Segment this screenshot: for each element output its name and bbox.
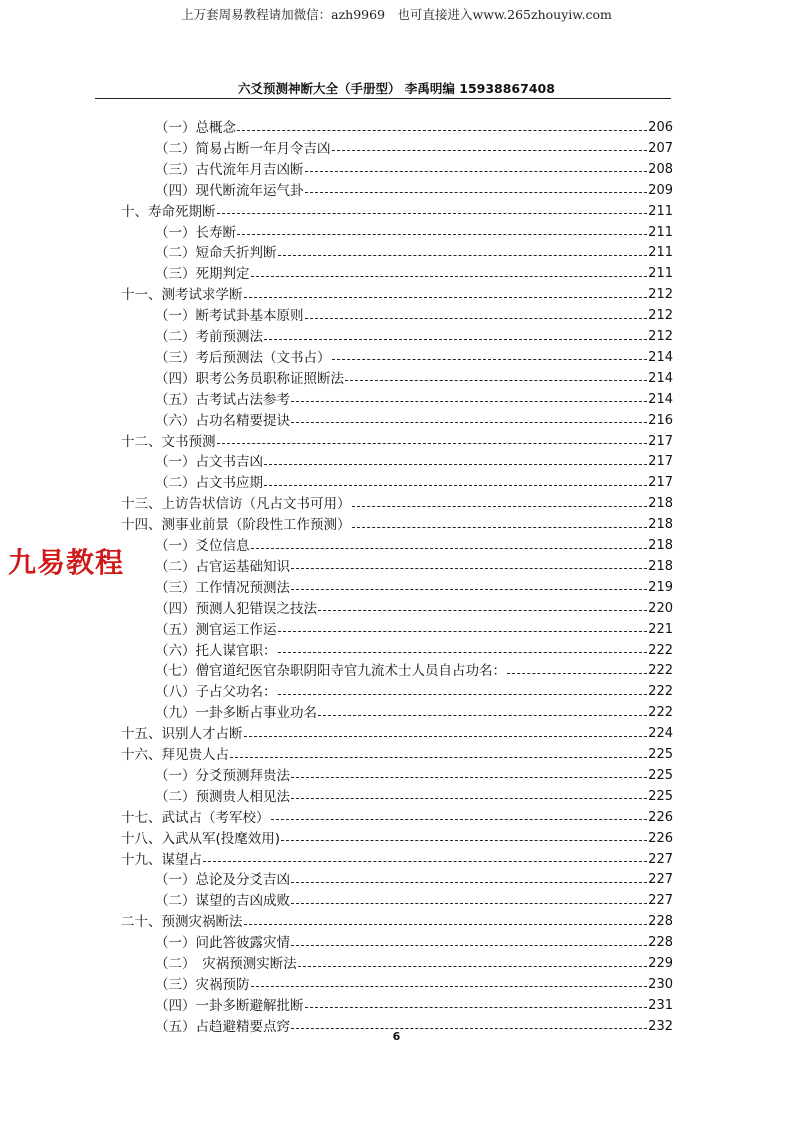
toc-entry-page-number: 232 xyxy=(648,1018,673,1034)
toc-dot-leader xyxy=(237,234,647,235)
toc-entry-title: （四）现代断流年运气卦 xyxy=(155,182,304,199)
toc-section-entry xyxy=(155,682,673,702)
toc-entry-title: （二）占文书应期 xyxy=(155,475,263,492)
toc-entry-page-number: 227 xyxy=(648,872,673,888)
toc-dot-leader xyxy=(345,380,647,381)
toc-entry-page-number: 218 xyxy=(648,496,673,512)
toc-chapter-entry xyxy=(121,829,673,849)
toc-section-entry xyxy=(155,787,673,807)
toc-entry-page-number: 216 xyxy=(648,412,673,428)
toc-entry-title: 十三、上访告状信访（凡占文书可用） xyxy=(121,496,351,513)
running-header: 六爻预测神断大全（手册型） 李禹明编 15938867408 xyxy=(238,81,555,96)
toc-section-entry xyxy=(155,703,673,723)
toc-entry-title: （二）短命夭折判断 xyxy=(155,245,277,262)
toc-section-entry xyxy=(155,411,673,431)
toc-entry-page-number: 218 xyxy=(648,517,673,533)
toc-chapter-entry xyxy=(121,515,673,535)
toc-entry-title: （一）占文书吉凶 xyxy=(155,454,263,471)
toc-entry-page-number: 217 xyxy=(648,475,673,491)
toc-entry-title: （三）工作情况预测法 xyxy=(155,579,290,596)
toc-dot-leader xyxy=(264,485,647,486)
toc-entry-title: （四）一卦多断避解批断 xyxy=(155,997,304,1014)
toc-chapter-entry xyxy=(121,432,673,452)
toc-section-entry xyxy=(155,599,673,619)
toc-entry-title: 二十、预测灾祸断法 xyxy=(121,914,243,931)
toc-entry-title: （二） 灾祸预测实断法 xyxy=(155,956,297,972)
toc-dot-leader xyxy=(318,715,647,716)
toc-section-entry xyxy=(155,933,673,953)
toc-entry-page-number: 227 xyxy=(648,893,673,909)
toc-dot-leader xyxy=(332,359,648,360)
toc-section-entry xyxy=(155,390,673,410)
toc-section-entry xyxy=(155,327,673,347)
toc-dot-leader xyxy=(264,464,647,465)
watermark-text: 九易教程 xyxy=(8,546,125,579)
toc-dot-leader xyxy=(291,903,647,904)
toc-dot-leader xyxy=(281,840,647,841)
toc-dot-leader xyxy=(217,443,648,444)
toc-entry-page-number: 222 xyxy=(648,642,673,658)
toc-dot-leader xyxy=(305,318,648,319)
toc-entry-title: 十五、识别人才占断 xyxy=(121,726,243,743)
toc-entry-title: （五）古考试占法参考 xyxy=(155,391,290,408)
toc-dot-leader xyxy=(291,589,647,590)
toc-entry-page-number: 230 xyxy=(648,976,673,992)
toc-section-entry xyxy=(155,641,673,661)
toc-dot-leader xyxy=(305,171,648,172)
toc-entry-title: 十七、武试占（考军校） xyxy=(121,809,270,826)
toc-entry-page-number: 217 xyxy=(648,433,673,449)
toc-section-entry xyxy=(155,139,673,159)
toc-entry-title: （一）总概念 xyxy=(155,120,236,136)
toc-entry-title: （七）僧官道纪医官杂职阴阳寺官九流术士人员自占功名： xyxy=(155,663,506,680)
toc-entry-page-number: 214 xyxy=(648,391,673,407)
toc-entry-page-number: 225 xyxy=(648,767,673,783)
toc-entry-title: 十六、拜见贵人占 xyxy=(121,747,229,763)
toc-section-entry xyxy=(155,264,673,284)
toc-chapter-entry xyxy=(121,724,673,744)
toc-chapter-entry xyxy=(121,285,673,305)
toc-entry-title: （四）预测人犯错误之技法 xyxy=(155,600,317,617)
toc-entry-page-number: 231 xyxy=(648,997,673,1013)
toc-entry-title: （六）占功名精要提诀 xyxy=(155,412,290,429)
toc-entry-page-number: 226 xyxy=(648,830,673,846)
toc-dot-leader xyxy=(305,1007,648,1008)
toc-dot-leader xyxy=(237,130,647,131)
toc-dot-leader xyxy=(298,966,647,967)
toc-dot-leader xyxy=(291,777,647,778)
toc-section-entry xyxy=(155,996,673,1016)
toc-entry-title: （四）职考公务员职称证照断法 xyxy=(155,370,344,387)
toc-entry-title: （一）断考试卦基本原则 xyxy=(155,308,304,325)
toc-dot-leader xyxy=(278,631,648,632)
toc-entry-page-number: 222 xyxy=(648,705,673,721)
toc-dot-leader xyxy=(291,945,647,946)
toc-entry-page-number: 227 xyxy=(648,851,673,867)
toc-entry-title: （二）简易占断一年月令吉凶 xyxy=(155,140,331,157)
toc-section-entry xyxy=(155,975,673,995)
toc-dot-leader xyxy=(278,255,648,256)
toc-section-entry xyxy=(155,243,673,263)
toc-entry-title: 十一、测考试求学断 xyxy=(121,287,243,304)
header-rule xyxy=(95,98,671,99)
toc-section-entry xyxy=(155,620,673,640)
toc-dot-leader xyxy=(251,986,648,987)
toc-entry-title: （一）问此答彼露灾情 xyxy=(155,935,290,952)
toc-entry-page-number: 224 xyxy=(648,726,673,742)
toc-dot-leader xyxy=(291,401,647,402)
toc-dot-leader xyxy=(291,568,647,569)
toc-entry-page-number: 207 xyxy=(648,140,673,156)
toc-entry-page-number: 218 xyxy=(648,558,673,574)
toc-chapter-entry xyxy=(121,912,673,932)
toc-entry-page-number: 212 xyxy=(648,287,673,303)
toc-entry-page-number: 214 xyxy=(648,349,673,365)
toc-section-entry xyxy=(155,557,673,577)
toc-entry-title: 十二、文书预测 xyxy=(121,433,216,450)
toc-dot-leader xyxy=(278,652,648,653)
toc-entry-title: 十四、测事业前景（阶段性工作预测） xyxy=(121,517,351,534)
toc-chapter-entry xyxy=(121,202,673,222)
toc-section-entry xyxy=(155,954,673,974)
toc-entry-title: （二）谋望的吉凶成败 xyxy=(155,893,290,910)
toc-entry-page-number: 222 xyxy=(648,684,673,700)
toc-entry-title: （六）托人谋官职： xyxy=(155,642,277,659)
toc-section-entry xyxy=(155,181,673,201)
toc-dot-leader xyxy=(264,339,647,340)
toc-chapter-entry xyxy=(121,808,673,828)
toc-entry-page-number: 211 xyxy=(648,224,673,240)
toc-dot-leader xyxy=(278,694,648,695)
page-number: 6 xyxy=(392,1030,401,1043)
toc-entry-page-number: 220 xyxy=(648,600,673,616)
toc-entry-page-number: 229 xyxy=(648,956,673,971)
toc-entry-page-number: 211 xyxy=(648,203,673,219)
toc-dot-leader xyxy=(217,213,648,214)
toc-entry-title: （一）总论及分爻吉凶 xyxy=(155,872,290,889)
toc-entry-page-number: 212 xyxy=(648,329,673,344)
toc-section-entry xyxy=(155,578,673,598)
toc-section-entry xyxy=(155,661,673,681)
toc-section-entry xyxy=(155,223,673,243)
toc-section-entry xyxy=(155,870,673,890)
toc-entry-page-number: 212 xyxy=(648,308,673,324)
toc-section-entry xyxy=(155,766,673,786)
toc-entry-title: （三）考后预测法（文书占） xyxy=(155,349,331,366)
toc-dot-leader xyxy=(244,297,648,298)
toc-dot-leader xyxy=(203,861,647,862)
toc-section-entry xyxy=(155,160,673,180)
toc-section-entry xyxy=(155,473,673,493)
toc-entry-title: （三）古代流年月吉凶断 xyxy=(155,161,304,178)
toc-dot-leader xyxy=(318,610,647,611)
toc-entry-title: （五）占趋避精要点窍 xyxy=(155,1018,290,1035)
toc-entry-page-number: 228 xyxy=(648,914,673,930)
toc-entry-page-number: 222 xyxy=(648,663,673,679)
toc-section-entry xyxy=(155,891,673,911)
toc-section-entry xyxy=(155,452,673,472)
toc-entry-page-number: 225 xyxy=(648,788,673,804)
toc-entry-title: （三）灾祸预防 xyxy=(155,976,250,993)
toc-dot-leader xyxy=(251,548,648,549)
toc-entry-page-number: 226 xyxy=(648,809,673,825)
toc-entry-title: 十八、入武从军(投麾效用) xyxy=(121,830,281,847)
toc-entry-title: （二）考前预测法 xyxy=(155,329,263,345)
toc-dot-leader xyxy=(291,422,647,423)
toc-entry-title: （二）预测贵人相见法 xyxy=(155,788,290,805)
toc-dot-leader xyxy=(291,882,647,883)
toc-section-entry xyxy=(155,306,673,326)
toc-entry-page-number: 225 xyxy=(648,747,673,762)
top-note: 上万套周易教程请加微信：azh9969 也可直接进入www.265zhouyiw.com xyxy=(181,7,612,22)
toc-entry-title: 十、寿命死期断 xyxy=(121,203,216,220)
toc-dot-leader xyxy=(352,527,648,528)
toc-entry-page-number: 208 xyxy=(648,161,673,177)
toc-section-entry xyxy=(155,369,673,389)
toc-section-entry xyxy=(155,536,673,556)
toc-chapter-entry xyxy=(121,850,673,870)
toc-dot-leader xyxy=(244,736,648,737)
toc-entry-page-number: 219 xyxy=(648,579,673,595)
toc-dot-leader xyxy=(244,924,648,925)
toc-entry-title: （八）子占父功名： xyxy=(155,684,277,701)
toc-entry-title: （三）死期判定 xyxy=(155,266,250,283)
toc-dot-leader xyxy=(230,757,647,758)
toc-dot-leader xyxy=(305,192,648,193)
toc-entry-title: （一）分爻预测拜贵法 xyxy=(155,767,290,784)
toc-entry-title: （一）长寿断 xyxy=(155,224,236,241)
toc-dot-leader xyxy=(332,150,648,151)
toc-entry-page-number: 206 xyxy=(648,120,673,135)
toc-chapter-entry xyxy=(121,494,673,514)
toc-entry-page-number: 228 xyxy=(648,935,673,951)
toc-entry-page-number: 211 xyxy=(648,245,673,261)
toc-entry-title: （九）一卦多断占事业功名 xyxy=(155,705,317,722)
toc-dot-leader xyxy=(352,506,648,507)
toc-entry-page-number: 209 xyxy=(648,182,673,198)
toc-entry-page-number: 214 xyxy=(648,370,673,386)
toc-entry-page-number: 221 xyxy=(648,621,673,637)
toc-section-entry xyxy=(155,348,673,368)
toc-entry-page-number: 217 xyxy=(648,454,673,470)
toc-chapter-entry xyxy=(121,745,673,765)
toc-dot-leader xyxy=(251,276,648,277)
toc-entry-title: （一）爻位信息 xyxy=(155,538,250,554)
toc-entry-title: （五）测官运工作运 xyxy=(155,621,277,638)
toc-entry-title: 十九、谋望占 xyxy=(121,851,202,868)
toc-dot-leader xyxy=(271,819,648,820)
toc-dot-leader xyxy=(291,798,647,799)
toc-entry-page-number: 218 xyxy=(648,538,673,553)
toc-entry-title: （二）占官运基础知识 xyxy=(155,558,290,575)
toc-entry-page-number: 211 xyxy=(648,266,673,282)
toc-dot-leader xyxy=(507,673,647,674)
toc-section-entry xyxy=(155,118,673,138)
